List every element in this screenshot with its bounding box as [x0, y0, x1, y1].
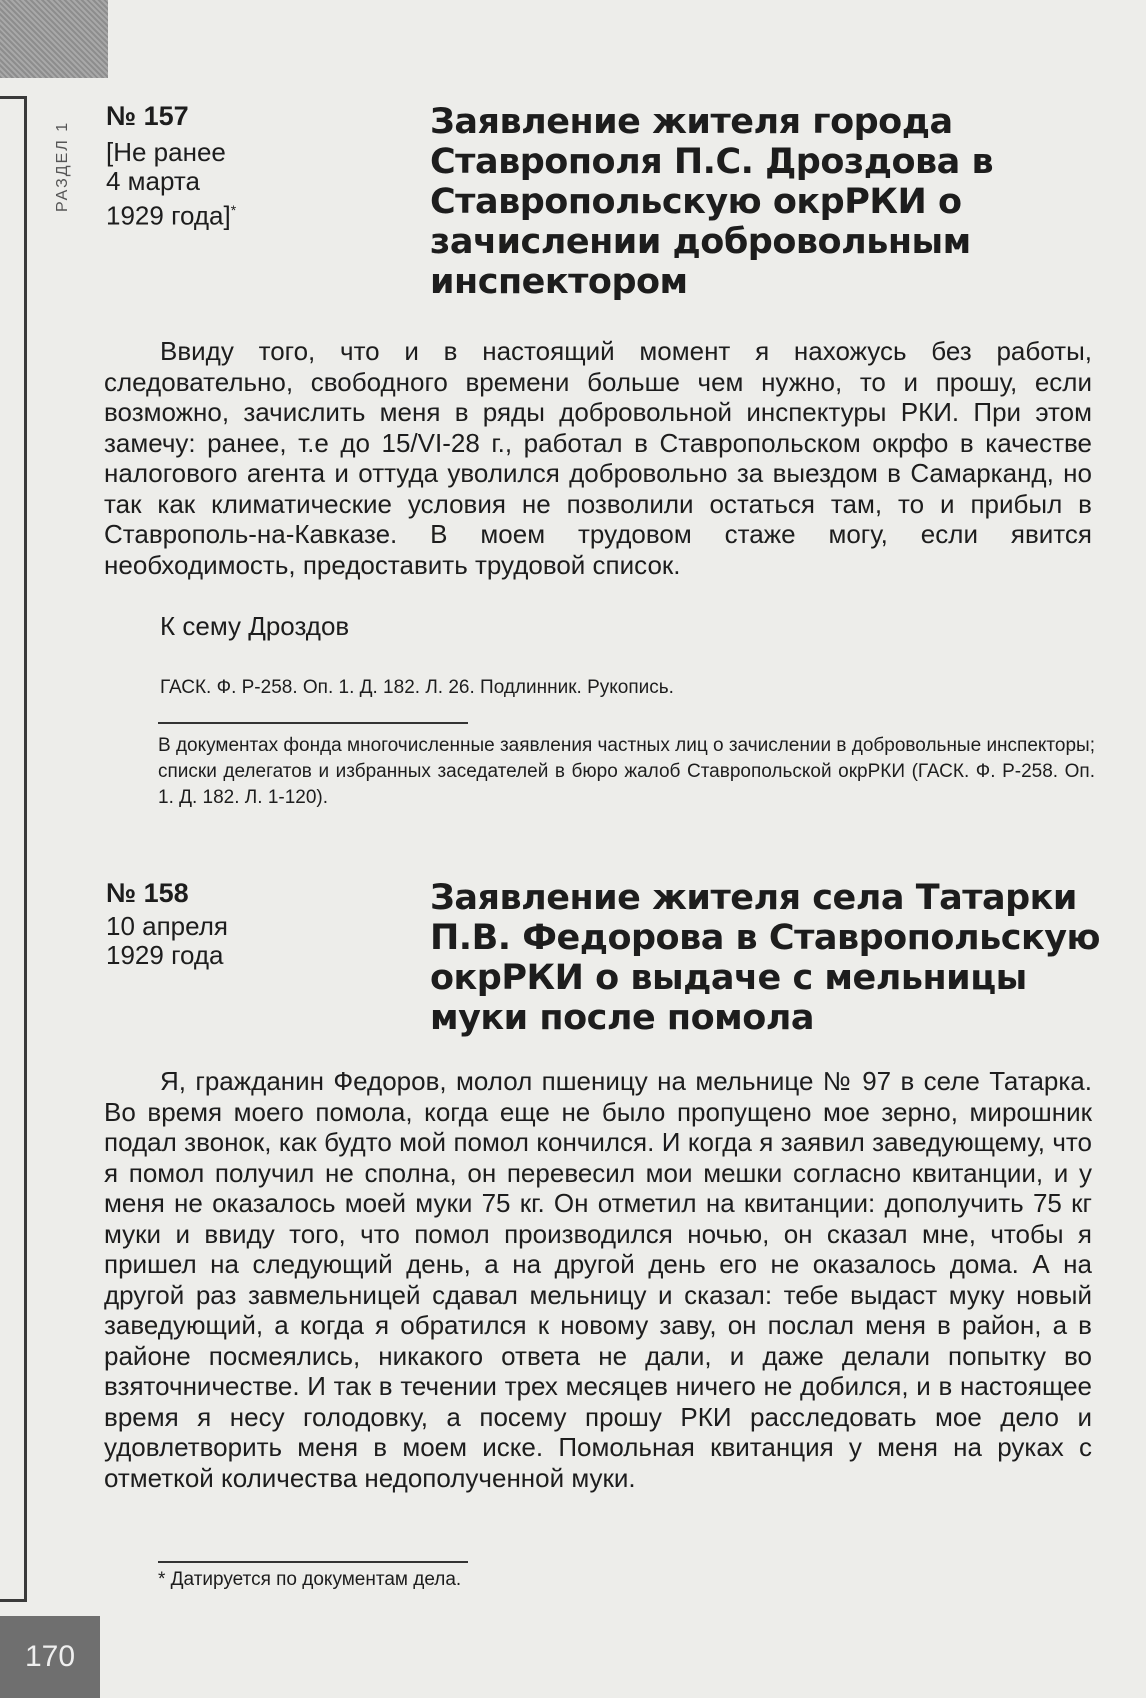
doc-158-body: Я, гражданин Федоров, молол пшеницу на мельнице № 97 в селе Татарка. Во время моего помола, когда еще не было пропущено мое зерно, мирошник подал звонок, как будто мой помол кончился. И когда я заявил заведующему, что я помол получил не сполна, он перевесил мои мешки согласно квитанции, и у меня не оказалось моей муки 75 кг. Он отметил на квитанции: дополучить 75 кг муки и ввиду того, что помол производился ночью, он сказал мне, чтобы я пришел на следующий день, а на другой день его не оказалось дома. А на другой раз завмельницей сдавал мельницу и сказал: тебе выдаст муку новый заведующий, а когда я обратился к новому заву, он послал меня в район, а в районе посмеялись, никакого ответа не дали, и даже делали попытку во взяточничестве. И так в течении трех месяцев ничего не добился, и в настоящее время я несу голодовку, а посему прошу РКИ расследовать мое дело и удовлетворить меня в моем иске. Помольная квитанция у меня на руках с отметкой количества недополученной муки.	[104, 1066, 1092, 1493]
doc-157-signature: К сему Дроздов	[160, 611, 350, 641]
doc-158-date: 10 апреля 1929 года	[106, 911, 228, 970]
doc-158-number: № 158	[106, 878, 189, 908]
doc-157-archive-ref: ГАСК. Ф. Р-258. Оп. 1. Д. 182. Л. 26. Подлинник. Рукопись.	[160, 677, 674, 698]
doc-157-body: Ввиду того, что и в настоящий момент я нахожусь без работы, следовательно, свободного времени больше чем нужно, то и прошу, если возможно, зачислить меня в ряды добровольной инспектуры РКИ. При этом замечу: ранее, т.е до 15/VI-28 г., работал в Ставропольском окрфо в качестве налогового агента и оттуда уволился добровольно за выездом в Самарканд, но так как климатические условия не позволили остаться там, то и прибыл в Ставрополь-на-Кавказе. В моем трудовом стаже могу, если явится необходимость, предоставить трудовой список.	[104, 336, 1092, 580]
doc-157-date: [Не ранее 4 марта 1929 года]*	[106, 137, 237, 231]
page-number: 170	[0, 1616, 100, 1698]
corner-decoration	[0, 0, 108, 78]
footnote-divider	[158, 1561, 468, 1563]
section-label: РАЗДЕЛ 1	[54, 120, 71, 212]
doc-158-title: Заявление жителя села Татарки П.В. Федорова в Ставропольскую окрРКИ о выдаче с мельницы муки после помола	[430, 878, 1101, 1038]
note-divider	[158, 722, 468, 724]
margin-rule	[0, 96, 27, 1602]
doc-157-number: № 157	[106, 101, 189, 131]
footnote: * Датируется по документам дела.	[158, 1569, 462, 1590]
doc-157-title: Заявление жителя города Ставрополя П.С. Дроздова в Ставропольскую окрРКИ о зачислении добровольным инспектором	[430, 102, 994, 302]
doc-157-note: В документах фонда многочисленные заявления частных лиц о зачислении в добровольные инспекторы; списки делегатов и избранных заседателей в бюро жалоб Ставропольской окрРКИ (ГАСК. Ф. Р-258. Оп. 1. Д. 182. Л. 1-120).	[158, 735, 1095, 808]
